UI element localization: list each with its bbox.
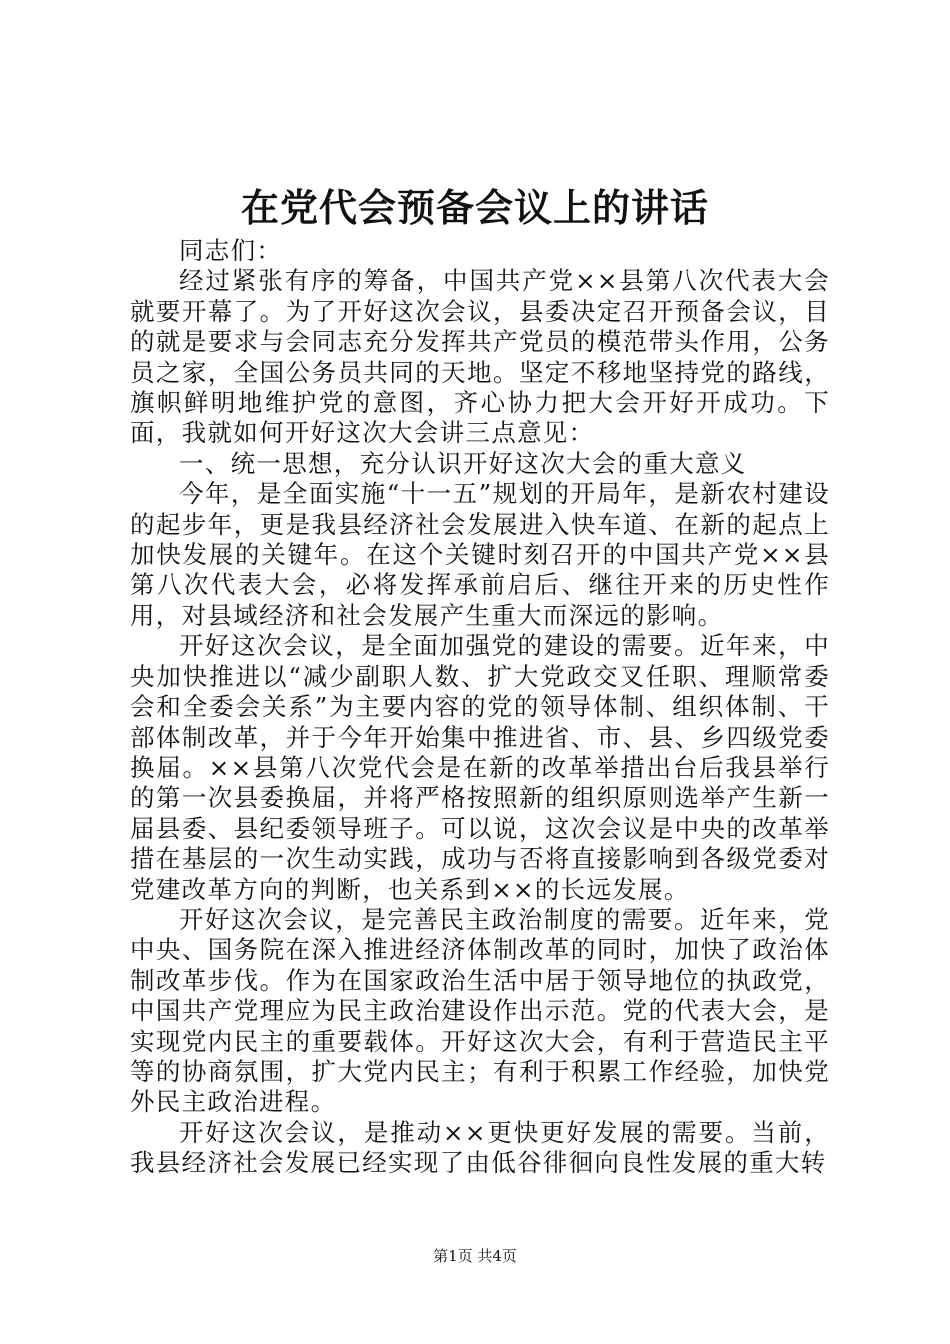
body-paragraph: 今年，是全面实施“十一五”规划的开局年，是新农村建设的起步年，更是我县经济社会发展进入快车道、在新的起点上加快发展的关键年。在这个关键时刻召开的中国共产党××县第八次代表大会，必将发挥承前启后、继往开来的历史性作用，对县域经济和社会发展产生重大而深远的影响。 (130, 479, 830, 630)
body-paragraph: 经过紧张有序的筹备，中国共产党××县第八次代表大会就要开幕了。为了开好这次会议，县委决定召开预备会议，目的就是要求与会同志充分发挥共产党员的模范带头作用，公务员之家，全国公务员共同的天地。坚定不移地坚持党的路线，旗帜鲜明地维护党的意图，齐心协力把大会开好开成功。下面，我就如何开好这次大会讲三点意见： (130, 266, 830, 448)
body-paragraph: 开好这次会议，是全面加强党的建设的需要。近年来，中央加快推进以“减少副职人数、扩大党政交叉任职、理顺常委会和全委会关系”为主要内容的党的领导体制、组织体制、干部体制改革，并于今年开始集中推进省、市、县、乡四级党委换届。××县第八次党代会是在新的改革举措出台后我县举行的第一次县委换届，并将严格按照新的组织原则选举产生新一届县委、县纪委领导班子。可以说，这次会议是中央的改革举措在基层的一次生动实践，成功与否将直接影响到各级党委对党建改革方向的判断，也关系到××的长远发展。 (130, 631, 830, 904)
page-number-footer: 第1页 共4页 (433, 1247, 517, 1265)
document-title: 在党代会预备会议上的讲话 (240, 185, 709, 230)
document-body (130, 236, 830, 1179)
body-paragraph: 开好这次会议，是完善民主政治制度的需要。近年来，党中央、国务院在深入推进经济体制改革的同时，加快了政治体制改革步伐。作为在国家政治生活中居于领导地位的执政党，中国共产党理应为民主政治建设作出示范。党的代表大会，是实现党内民主的重要载体。开好这次大会，有利于营造民主平等的协商氛围，扩大党内民主；有利于积累工作经验，加快党外民主政治进程。 (130, 904, 830, 1117)
section-heading: 一、统一思想，充分认识开好这次大会的重大意义 (179, 448, 747, 478)
body-paragraph: 开好这次会议，是推动××更快更好发展的需要。当前，我县经济社会发展已经实现了由低谷徘徊向良性发展的重大转 (130, 1117, 830, 1178)
salutation-paragraph: 同志们： (179, 236, 283, 265)
